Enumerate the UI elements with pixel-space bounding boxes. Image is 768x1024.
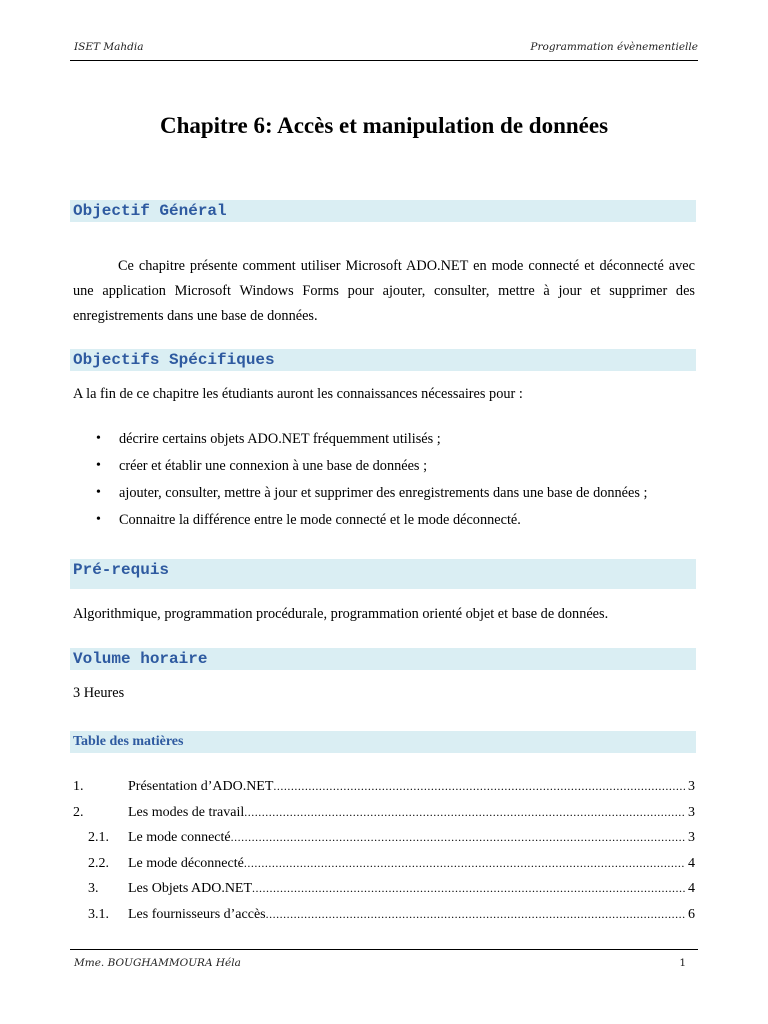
header-right: Programmation évènementielle [530, 41, 698, 53]
toc-entry[interactable]: 2.2. Le mode déconnecté ..... 4 [73, 856, 695, 882]
volume-text: 3 Heures [73, 685, 125, 701]
table-of-contents [73, 779, 695, 932]
bullet-icon: • [96, 485, 101, 500]
toc-entry[interactable]: 2.1. Le mode connecté ..... 3 [73, 830, 695, 856]
section-heading-specific: Objectifs Spécifiques [70, 349, 696, 371]
page-title: Chapitre 6: Accès et manipulation de données [159, 113, 609, 138]
specific-intro: A la fin de ce chapitre les étudiants auront les connaissances nécessaires pour : [73, 386, 523, 402]
section-heading-volume: Volume horaire [70, 648, 696, 670]
objectives-list [92, 428, 647, 536]
list-item: • ajouter, consulter, mettre à jour et supprimer des enregistrements dans une base de données ; [92, 482, 647, 509]
bullet-icon: • [96, 431, 101, 446]
header-divider [70, 60, 698, 61]
bullet-icon: • [96, 512, 101, 527]
footer-divider [70, 949, 698, 950]
toc-entry[interactable]: 3.1. Les fournisseurs d’accès ..... 6 [73, 907, 695, 933]
toc-entry[interactable]: 3. Les Objets ADO.NET ..... 4 [73, 881, 695, 907]
prereq-text: Algorithmique, programmation procédurale, programmation orienté objet et base de données. [73, 606, 609, 622]
toc-entry[interactable]: 2. Les modes de travail ..... 3 [73, 805, 695, 831]
header-left: ISET Mahdia [74, 41, 144, 53]
section-heading-toc: Table des matières [70, 731, 696, 753]
list-item: • Connaitre la différence entre le mode connecté et le mode déconnecté. [92, 509, 647, 536]
toc-entry[interactable]: 1. Présentation d’ADO.NET ..... 3 [73, 779, 695, 805]
footer-author: Mme. BOUGHAMMOURA Héla [74, 957, 241, 969]
list-item: • décrire certains objets ADO.NET fréquemment utilisés ; [92, 428, 647, 455]
general-paragraph: Ce chapitre présente comment utiliser Microsoft ADO.NET en mode connecté et déconnecté avec une application Microsoft Windows Forms pour ajouter, consulter, mettre à jour et supprimer des enregistrements dans une base de données. [73, 258, 695, 324]
section-heading-general: Objectif Général [70, 200, 696, 222]
bullet-icon: • [96, 458, 101, 473]
list-item: • créer et établir une connexion à une base de données ; [92, 455, 647, 482]
page-number: 1 [679, 957, 686, 969]
section-heading-prereq: Pré-requis [70, 559, 696, 589]
